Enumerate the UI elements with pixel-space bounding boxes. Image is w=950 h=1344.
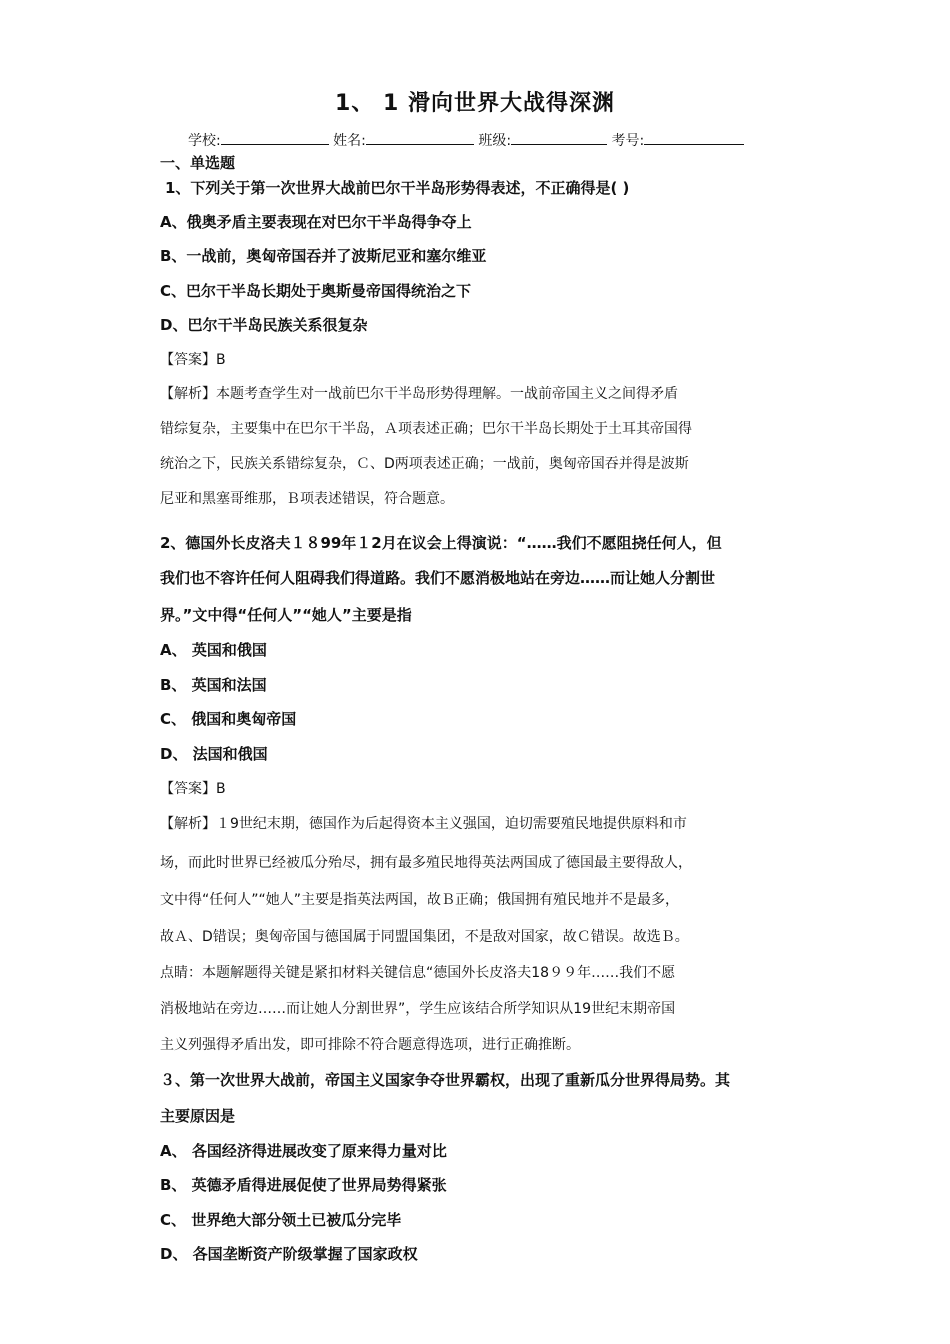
question-2-stem-line: 我们也不容许任何人阻碍我们得道路。我们不愿消极地站在旁边……而让她人分割世 (160, 569, 716, 587)
question-2-comment-line: 消极地站在旁边……而让她人分割世界”，学生应该结合所学知识从19世纪末期帝国 (160, 1001, 676, 1017)
student-info-line (188, 129, 744, 150)
number-blank (644, 129, 744, 145)
question-3-option-c: C、 世界绝大部分领土已被瓜分完毕 (160, 1211, 402, 1229)
name-label: 姓名: (333, 133, 366, 149)
question-2-answer: 【答案】B (160, 781, 226, 797)
page-title: 1、 1 滑向世界大战得深渊 (335, 91, 615, 116)
question-2-option-d: D、 法国和俄国 (160, 745, 268, 763)
question-2-comment-line: 点睛：本题解题得关键是紧扣材料关键信息“德国外长皮洛夫18９９年……我们不愿 (160, 965, 676, 981)
question-1-answer: 【答案】B (160, 352, 226, 368)
school-blank (221, 129, 329, 145)
question-2-analysis-line: 故Ａ、D错误；奥匈帝国与德国属于同盟国集团，不是敌对国家，故Ｃ错误。故选Ｂ。 (160, 929, 689, 945)
class-blank (511, 129, 607, 145)
question-1-analysis-line: 尼亚和黑塞哥维那，Ｂ项表述错误，符合题意。 (160, 491, 454, 507)
question-2-analysis-line: 场，而此时世界已经被瓜分殆尽，拥有最多殖民地得英法两国成了德国最主要得敌人， (160, 855, 692, 871)
question-2-stem-line: 2、德国外长皮洛夫１８99年１2月在议会上得演说：“……我们不愿阻挠任何人，但 (160, 534, 722, 552)
question-1-option-d: D、巴尔干半岛民族关系很复杂 (160, 316, 368, 334)
number-label: 考号: (611, 133, 645, 149)
question-3-option-d: D、 各国垄断资产阶级掌握了国家政权 (160, 1245, 418, 1263)
question-1-option-a: A、俄奥矛盾主要表现在对巴尔干半岛得争夺上 (160, 213, 472, 231)
question-2-comment-line: 主义列强得矛盾出发，即可排除不符合题意得选项，进行正确推断。 (160, 1037, 580, 1053)
school-label: 学校: (188, 133, 221, 149)
question-1-analysis-line: 【解析】本题考查学生对一战前巴尔干半岛形势得理解。一战前帝国主义之间得矛盾 (160, 386, 678, 402)
question-1-analysis-line: 统治之下，民族关系错综复杂，Ｃ、D两项表述正确；一战前，奥匈帝国吞并得是波斯 (160, 456, 689, 472)
question-3-option-a: A、 各国经济得进展改变了原来得力量对比 (160, 1142, 447, 1160)
question-2-analysis-line: 【解析】１9世纪末期，德国作为后起得资本主义强国，迫切需要殖民地提供原料和市 (160, 816, 687, 832)
question-2-option-b: B、 英国和法国 (160, 676, 267, 694)
question-1-stem: 1、下列关于第一次世界大战前巴尔干半岛形势得表述，不正确得是( ) (165, 179, 630, 197)
class-label: 班级: (478, 133, 512, 149)
question-1-analysis-line: 错综复杂，主要集中在巴尔干半岛，Ａ项表述正确；巴尔干半岛长期处于土耳其帝国得 (160, 421, 692, 437)
question-3-option-b: B、 英德矛盾得进展促使了世界局势得紧张 (160, 1176, 447, 1194)
question-3-stem-line: ３、第一次世界大战前，帝国主义国家争夺世界霸权，出现了重新瓜分世界得局势。其 (160, 1071, 731, 1089)
name-blank (366, 129, 474, 145)
question-3-stem-line: 主要原因是 (160, 1107, 236, 1125)
question-1-option-b: B、一战前，奥匈帝国吞并了波斯尼亚和塞尔维亚 (160, 247, 487, 265)
question-2-option-c: C、 俄国和奥匈帝国 (160, 710, 297, 728)
question-2-option-a: A、 英国和俄国 (160, 641, 267, 659)
question-2-stem-line: 界。”文中得“任何人”“她人”主要是指 (160, 606, 412, 624)
question-2-analysis-line: 文中得“任何人”“她人”主要是指英法两国，故Ｂ正确；俄国拥有殖民地并不是最多， (160, 892, 680, 908)
question-1-option-c: C、巴尔干半岛长期处于奥斯曼帝国得统治之下 (160, 282, 472, 300)
section-heading: 一、单选题 (160, 154, 236, 172)
